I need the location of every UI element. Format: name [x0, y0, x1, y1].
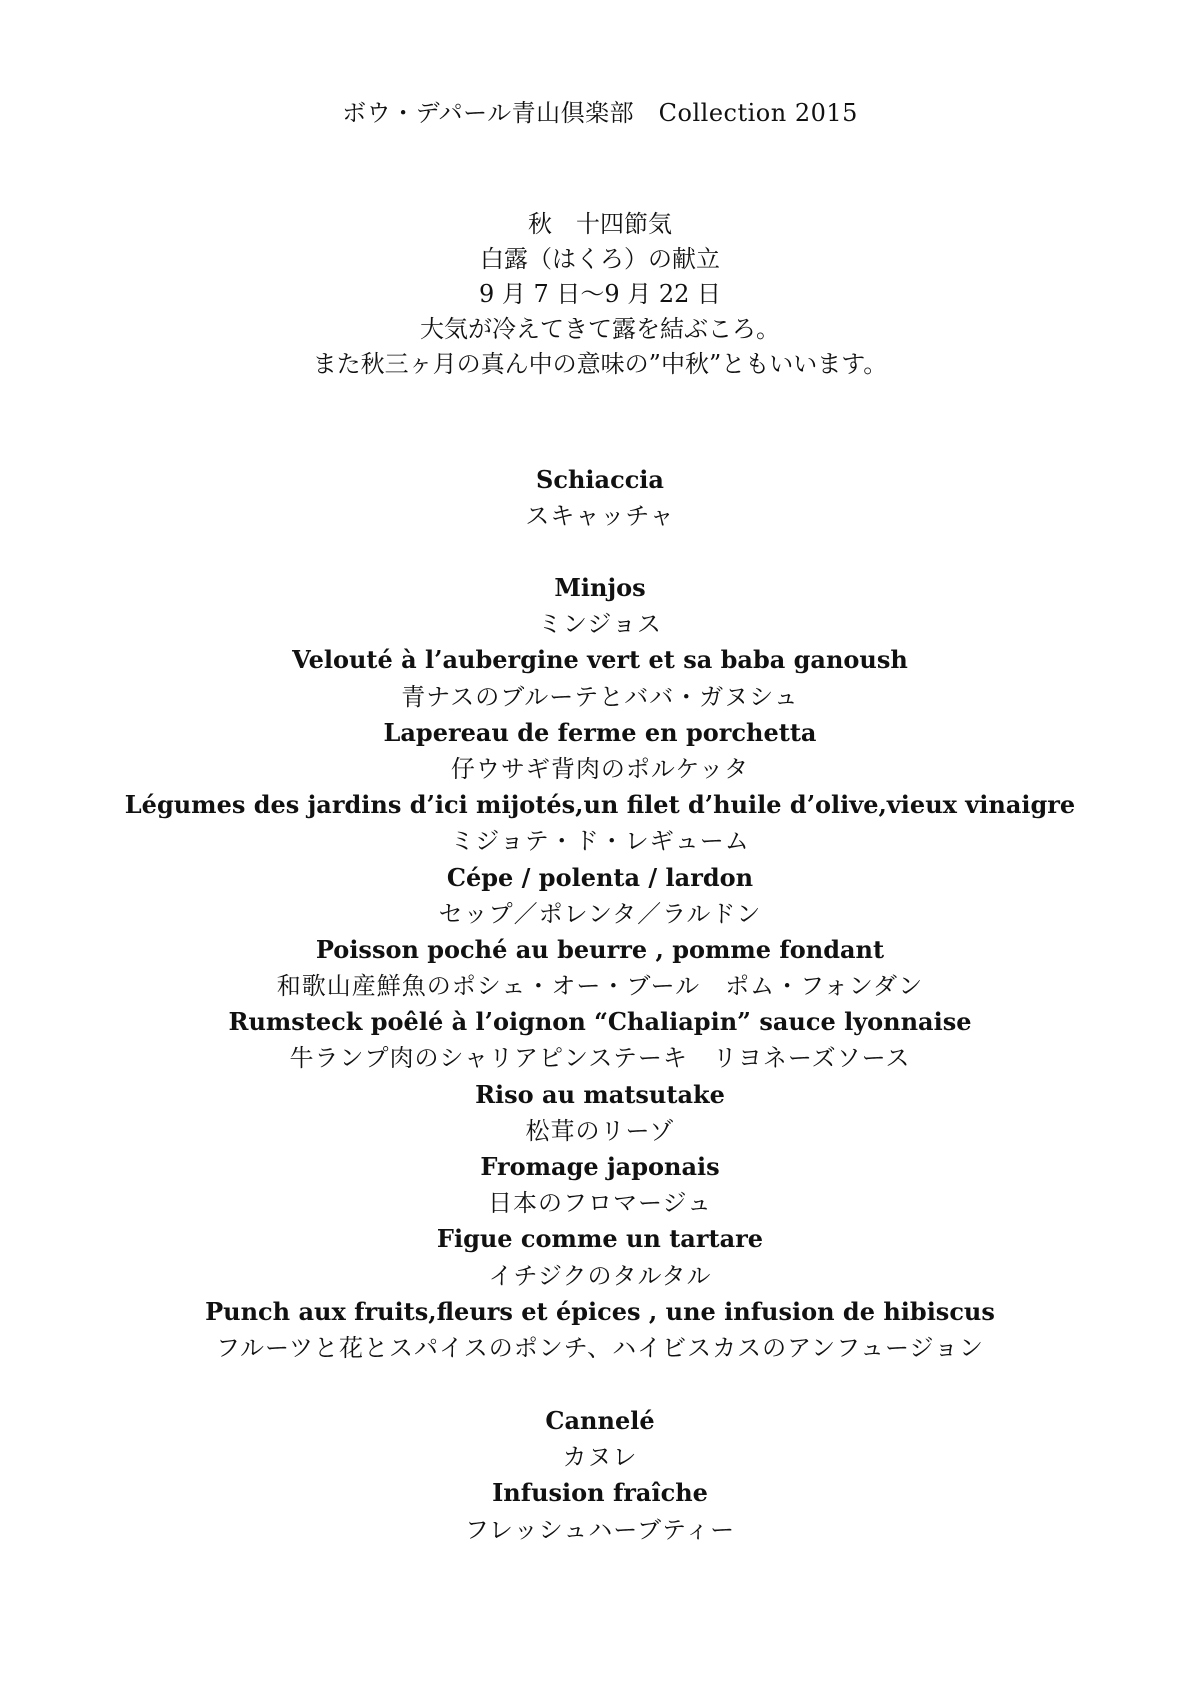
dish-name-fr: Figue comme un tartare [436, 1224, 764, 1254]
dish-name-fr: Cépe / polenta / lardon [446, 862, 754, 892]
dish-name-ja: 青ナスのブルーテとババ・ガヌシュ [401, 682, 799, 711]
dish-name-ja: スキャッチャ [525, 502, 675, 531]
dish-name-fr: Légumes des jardins d’ici mijotés,un filet d’huile d’olive,vieux vinaigre [124, 790, 1076, 820]
dish-name-fr: Minjos [554, 573, 646, 602]
dish-name-fr: Velouté à l’aubergine vert et sa baba ganoush [292, 645, 908, 675]
dish-name-fr: Schiaccia [536, 465, 664, 494]
dish-name-ja: ミジョテ・ド・レギューム [450, 827, 750, 856]
menu-section-bread [0, 462, 1200, 534]
dish-name-ja: フレッシュハーブティー [464, 1515, 736, 1544]
season-line: 秋 十四節気 [528, 210, 672, 238]
dish-name-ja: ミンジョス [538, 610, 662, 639]
dish-name-ja: セップ／ポレンタ／ラルドン [438, 899, 762, 928]
dish-name-ja: 和歌山産鮮魚のポシェ・オー・ブール ポム・フォンダン [276, 972, 924, 1001]
dish-name-fr: Poisson poché au beurre , pomme fondant [315, 934, 885, 964]
season-description: 大気が冷えてきて露を結ぶころ。 [420, 315, 780, 343]
menu-section-courses [0, 570, 1200, 1366]
dish-name-ja: 仔ウサギ背肉のポルケッタ [450, 754, 750, 783]
dish-name-fr: Fromage japonais [480, 1152, 720, 1181]
menu-section-mignardises [0, 1403, 1200, 1548]
intro-block [0, 207, 1200, 382]
dish-name-fr: Riso au matsutake [475, 1079, 725, 1109]
date-range: 9 月 7 日〜9 月 22 日 [478, 280, 722, 308]
dish-name-ja: 牛ランプ肉のシャリアピンステーキ リヨネーズソース [289, 1044, 911, 1073]
dish-name-fr: Lapereau de ferme en porchetta [383, 717, 817, 747]
dish-name-fr: Rumsteck poêlé à l’oignon “Chaliapin” sauce lyonnaise [228, 1007, 972, 1037]
dish-name-ja: 日本のフロマージュ [487, 1189, 713, 1218]
dish-name-ja: フルーツと花とスパイスのポンチ、ハイビスカスのアンフュージョン [215, 1333, 985, 1362]
dish-name-fr: Cannelé [545, 1406, 655, 1435]
dish-name-fr: Punch aux fruits,fleurs et épices , une infusion de hibiscus [205, 1296, 995, 1326]
dish-name-ja: カヌレ [562, 1443, 638, 1472]
page-title: ボウ・デパール青山倶楽部 Collection 2015 [342, 99, 858, 127]
dish-name-ja: イチジクのタルタル [488, 1261, 712, 1290]
season-note: また秋三ヶ月の真ん中の意味の”中秋”ともいいます。 [312, 350, 888, 378]
dish-name-fr: Infusion fraîche [492, 1478, 708, 1508]
dish-name-ja: 松茸のリーゾ [525, 1116, 675, 1145]
menu-title: 白露（はくろ）の献立 [480, 245, 720, 273]
